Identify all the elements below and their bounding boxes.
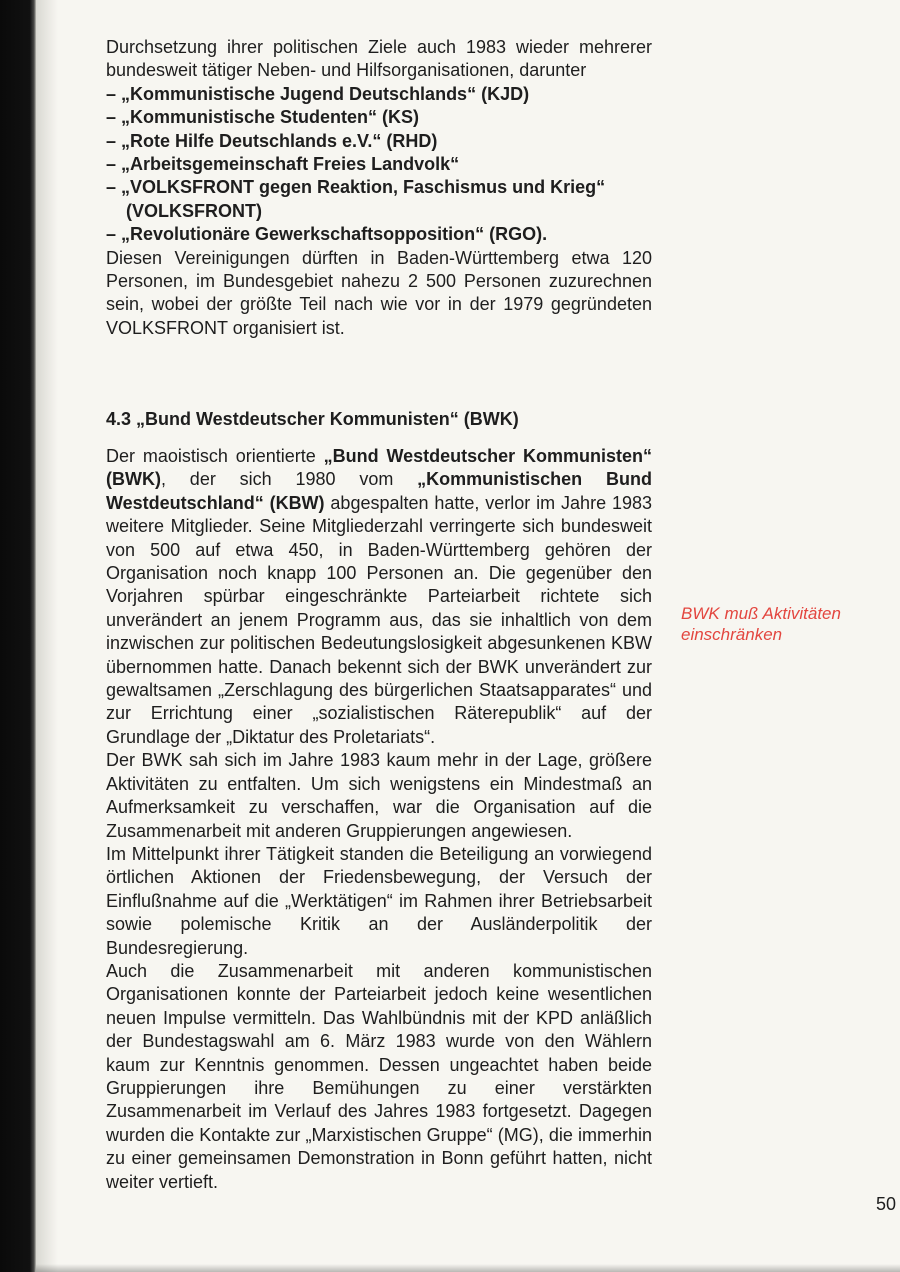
section-heading: 4.3 „Bund Westdeutscher Kommunisten“ (BWK) bbox=[106, 409, 519, 429]
section-paragraph-4: Auch die Zusammenarbeit mit anderen kommunistischen Organisationen konnte der Parteiarbeit jedoch keine wesentlichen neuen Impulse vermitteln. Das Wahlbündnis mit der KPD anläßlich der Bundestagswahl am 6. März 1983 wurde von den Wählern kaum zur Kenntnis genommen. Dessen ungeachtet haben beide Gruppierungen ihre Bemühungen zu einer verstärkten Zusammenarbeit im Verlauf des Jahres 1983 fortgesetzt. Dagegen wurden die Kontakte zur „Marxistischen Gruppe“ (MG), die immerhin zu einer gemeinsamen Demonstration in Bonn geführt hatten, nicht weiter vertieft. bbox=[106, 960, 652, 1192]
section-4-3 bbox=[106, 407, 652, 1194]
list-item-continuation: (VOLKSFRONT) bbox=[126, 200, 262, 221]
margin-note: BWK muß Aktivitäten einschränken bbox=[681, 604, 841, 644]
membership-paragraph: Diesen Vereinigungen dürften in Baden-Württemberg etwa 120 Personen, im Bundesgebiet nahezu 2 500 Personen zuzurechnen sein, wobei der größte Teil nach wie vor in der 1979 gegründeten VOLKSFRONT organisiert ist. bbox=[106, 247, 652, 338]
list-item: – „VOLKSFRONT gegen Reaktion, Faschismus und Krieg“ bbox=[106, 177, 606, 198]
organization-list bbox=[106, 83, 652, 247]
top-text-block bbox=[106, 36, 652, 340]
section-paragraph-2: Der BWK sah sich im Jahre 1983 kaum mehr in der Lage, größere Aktivitäten zu entfalten. Um sich wenigstens ein Mindestmaß an Aufmerksamkeit zu verschaffen, war die Organisation auf die Zusammenarbeit mit anderen Gruppierungen angewiesen. bbox=[106, 750, 652, 841]
page-bottom-edge bbox=[36, 1264, 900, 1272]
section-paragraph-3: Im Mittelpunkt ihrer Tätigkeit standen die Beteiligung an vorwiegend örtlichen Aktionen der Friedensbewegung, der Versuch der Einflußnahme auf die „Werktätigen“ im Rahmen ihrer Betriebsarbeit sowie polemische Kritik an der Ausländerpolitik der Bundesregierung. bbox=[106, 843, 652, 958]
page-number: 50 bbox=[876, 1194, 897, 1214]
list-item: – „Kommunistische Jugend Deutschlands“ (KJD) bbox=[106, 83, 530, 104]
intro-paragraph: Durchsetzung ihrer politischen Ziele auch 1983 wieder mehrerer bundesweit tätiger Neben- und Hilfsorganisationen, darunter bbox=[106, 37, 652, 81]
list-item: – „Rote Hilfe Deutschlands e.V.“ (RHD) bbox=[106, 130, 438, 151]
book-binding-shadow bbox=[0, 0, 36, 1272]
section-paragraph-1: Der maoistisch orientierte „Bund Westdeutscher Kommunisten“ (BWK), der sich 1980 vom „Kommunistischen Bund Westdeutschland“ (KBW) abgespalten hatte, verlor im Jahre 1983 weitere Mitglieder. Seine Mitgliederzahl verringerte sich bundesweit von 500 auf etwa 450, in Baden-Württemberg gehören der Organisation noch knapp 100 Personen an. Die gegenüber den Vorjahren spürbar eingeschränkte Parteiarbeit richtete sich unverändert an jenem Programm aus, das sie inhaltlich von dem inzwischen zur politischen Bedeutungslosigkeit abgesunkenen KBW übernommen hatte. Danach bekennt sich der BWK unverändert zur gewaltsamen „Zerschlagung des bürgerlichen Staatsapparates“ und zur Errichtung einer „sozialistischen Räterepublik“ auf der Grundlage der „Diktatur des Proletariats“. bbox=[106, 446, 652, 747]
list-item: – „Kommunistische Studenten“ (KS) bbox=[106, 107, 420, 128]
list-item: – „Revolutionäre Gewerkschaftsopposition“ (RGO). bbox=[106, 224, 548, 245]
page-gutter bbox=[36, 0, 58, 1272]
list-item: – „Arbeitsgemeinschaft Freies Landvolk“ bbox=[106, 154, 460, 175]
